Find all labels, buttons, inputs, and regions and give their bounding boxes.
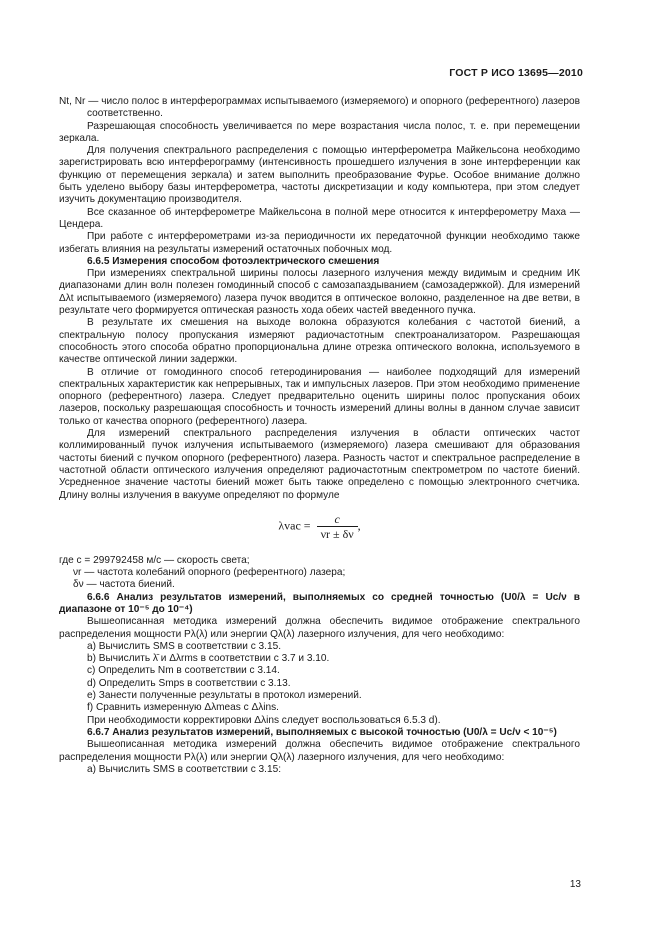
list-item: а) Вычислить SMS в соответствии с 3.15: <box>87 763 282 775</box>
formula-denominator: νr ± δν <box>320 526 354 541</box>
paragraph-variables: Nt, Nr — число полос в интерферограммах испытываемого (измеряемого) и опорного (референтного) лазеров соответственно. <box>59 96 580 120</box>
section-heading-6-6-6: 6.6.6 Анализ результатов измерений, выполняемых со средней точностью (U0/λ = Uc/ν в диапазоне от 10⁻⁵ до 10⁻⁴) <box>59 591 580 615</box>
formula-numerator: c <box>317 512 358 527</box>
where-clause: где c = 299792458 м/с — скорость света; <box>59 554 250 566</box>
section-heading-6-6-5: 6.6.5 Измерения способом фотоэлектрического смешения <box>87 255 380 267</box>
page-number: 13 <box>569 879 581 890</box>
paragraph: При необходимости корректировки Δλins следует воспользоваться 6.5.3 d). <box>87 714 441 726</box>
formula-tail: , <box>357 518 361 533</box>
list-item: а) Вычислить SMS в соответствии с 3.15. <box>87 640 282 652</box>
formula-fraction <box>317 512 358 541</box>
paragraph: Для измерений спектрального распределения излучения в области оптических частот коллимированный пучок излучения испытываемого (измеряемого) лазера смешивают для образования частоты биений с пучком опорного (референтного) лазера. Разность частот и спектральное распределение в частотной области оптического излучения определяют радиочастотным спектрометром по частоте биений. Усредненное значение частоты биений может быть также определено с помощью электронного счетчика. Длину волны излучения в вакууме определяют по формуле <box>59 428 580 501</box>
section-heading-6-6-7: 6.6.7 Анализ результатов измерений, выполняемых с высокой точностью (U0/λ = Uc/ν < 10⁻⁵) <box>87 726 557 738</box>
where-clause: δν — частота биений. <box>73 579 175 591</box>
paragraph: Разрешающая способность увеличивается по мере возрастания числа полос, т. е. при перемещении зеркала. <box>59 120 580 144</box>
list-item: f) Сравнить измеренную Δλmeas с Δλins. <box>87 702 279 714</box>
formula-lhs: λvac = <box>278 518 311 533</box>
paragraph: Вышеописанная методика измерений должна обеспечить видимое отображение спектрального распределения мощности Pλ(λ) или энергии Qλ(λ) лазерного излучения, для чего необходимо: <box>59 739 580 763</box>
paragraph: Для получения спектрального распределения с помощью интерферометра Майкельсона необходимо зарегистрировать всю интерферограмму (интенсивность прошедшего излучения в зоне интерференции как функцию от перемещения зеркала) и затем выполнить преобразование Фурье. Особое внимание должно быть уделено выбору базы интерферометра, частоты дискретизации и коду компьютера, при этом следует изучить документацию производителя. <box>59 145 580 206</box>
list-item: b) Вычислить λ̄ и Δλrms в соответствии с 3.7 и 3.10. <box>87 653 330 665</box>
list-item: d) Определить Smps в соответствии с 3.13. <box>87 677 291 689</box>
where-clause: νr — частота колебаний опорного (референтного) лазера; <box>73 567 346 579</box>
page-body <box>59 96 580 776</box>
formula-wavelength <box>59 512 580 541</box>
paragraph: В отличие от гомодинного способ гетеродинирования — наиболее подходящий для измерений спектральных характеристик как непрерывных, так и импульсных лазеров. При этом необходимо применение опорного (референтного) лазера. Следует предварительно оценить ширины полос пропускания обоих лазеров, поскольку разрешающая способность и точность измерений длины волны в данном случае зависит только от качества опорного (референтного) лазера. <box>59 366 580 427</box>
paragraph: Все сказанное об интерферометре Майкельсона в полной мере относится к интерферометру Маха — Цендера. <box>59 206 580 230</box>
paragraph: В результате их смешения на выходе волокна образуются колебания с частотой биений, а спектральную полосу пропускания измеряют радиочастотным спектроанализатором. Разрешающая способность этого способа обратно пропорциональна длине отрезка оптического волокна, используемого в качестве оптической линии задержки. <box>59 317 580 366</box>
document-header: ГОСТ Р ИСО 13695—2010 <box>449 67 583 79</box>
list-item: e) Занести полученные результаты в протокол измерений. <box>87 690 362 702</box>
paragraph: При измерениях спектральной ширины полосы лазерного излучения между видимым и средним ИК диапазонами длин волн полезен гомодинный способ с самозапаздыванием (самозадержкой). Для измерений Δλt испытываемого (измеряемого) лазера пучок вводится в оптическое волокно, разделенное на две ветви, в результате чего формируется оптическая разность хода обеих частей введенного пучка. <box>59 268 580 317</box>
paragraph: При работе с интерферометрами из-за периодичности их передаточной функции необходимо также избегать влияния на результаты измерений остаточных побочных мод. <box>59 231 580 255</box>
paragraph: Вышеописанная методика измерений должна обеспечить видимое отображение спектрального распределения мощности Pλ(λ) или энергии Qλ(λ) лазерного излучения, для чего необходимо: <box>59 616 580 640</box>
list-item: c) Определить Nm в соответствии с 3.14. <box>87 665 280 677</box>
